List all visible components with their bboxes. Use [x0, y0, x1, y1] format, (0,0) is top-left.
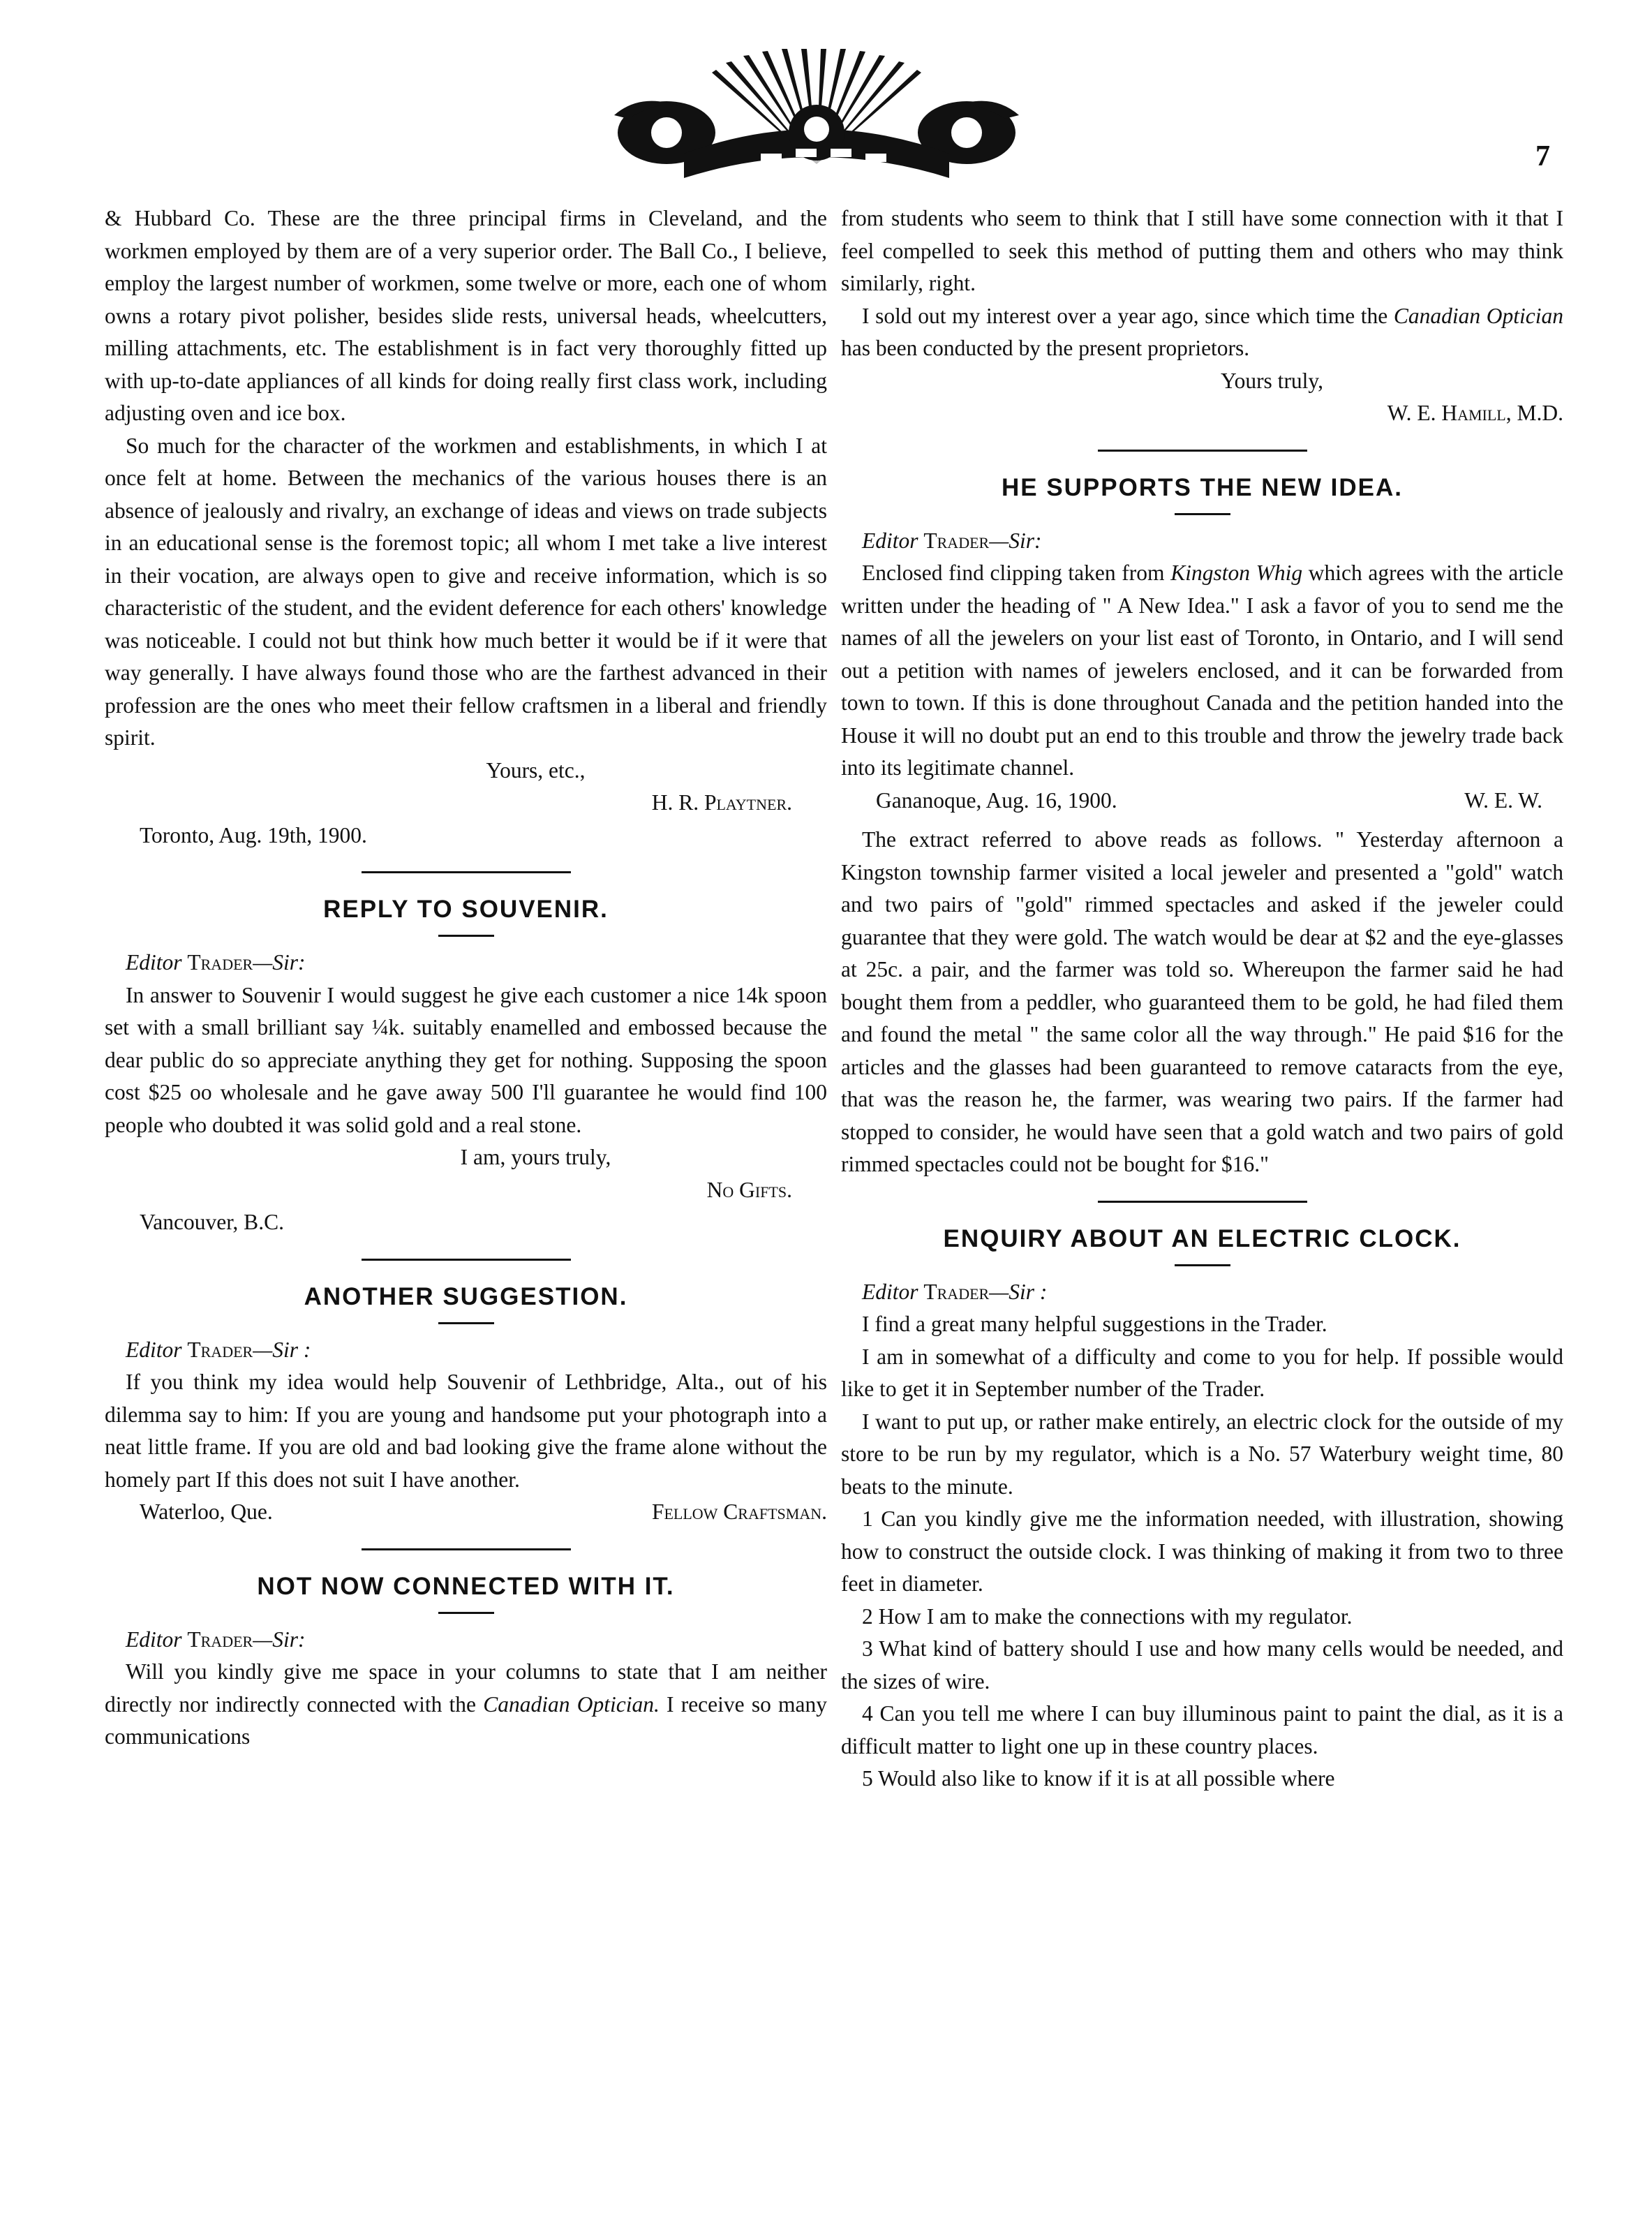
another-body: If you think my idea would help Souvenir of Lethbridge, Alta., out of his dilemma say to him: If you are young and handsome put your photograph into a neat little frame. If you are old and bad looking give the frame alone without the homely part If this does not suit I have another. [105, 1370, 827, 1492]
souvenir-body: In answer to Souvenir I would suggest he give each customer a nice 14k spoon set with a small brilliant say ¼k. suitably enamelled and embossed because the dear public do so appreciate anything they get for nothing. Supposing the spoon cost $25 oo wholesale and he gave away 500 I'll guarantee he would find 100 people who doubted it was solid gold and a real stone. [105, 982, 827, 1137]
heading-underline [1175, 513, 1230, 515]
heading-underline [438, 935, 494, 937]
notnow-body: Will you kindly give me space in your columns to state that I am neither directly nor indirectly connected with the Canadian Optician. I receive so many communications [105, 1659, 827, 1749]
intro-place: Toronto, Aug. 19th, 1900. [140, 822, 367, 847]
clock-paragraph-3: I want to put up, or rather make entirely, an electric clock for the outside of my store to be run by my regulator, which is a No. 57 Waterbury weight time, 80 beats to the minute. [841, 1409, 1563, 1499]
notnow-closing: Yours truly, [1220, 368, 1324, 393]
supports-signature: W. E. W. [1464, 787, 1542, 813]
section-rule [362, 1259, 571, 1261]
supports-signoff [841, 785, 1563, 817]
supports-place: Gananoque, Aug. 16, 1900. [876, 787, 1117, 813]
clock-paragraph-2: I am in somewhat of a difficulty and come to you for help. If possible would like to get it in September number of the Trader. [841, 1344, 1563, 1401]
right-column [841, 202, 1563, 2199]
masthead-ornament [600, 49, 1033, 182]
salutation-souvenir: Editor Trader—Sir: [126, 950, 306, 975]
heading-underline [438, 1612, 494, 1614]
supports-extract: The extract referred to above reads as follows. " Yesterday afternoon a Kingston township farmer visited a local jeweler and presented a "gold" watch and two pairs of "gold" rimmed spectacles and asked if the jeweler could guarantee that they were gold. The watch would be dear at $2 and the eye-glasses at 25c. a pair, and the farmer was told so. Whereupon the farmer said he had bought them from a peddler, who guaranteed them to be gold, he had filed them and found the metal " the same color all the way through." He paid $16 for the articles and the glasses had been guaranteed to remove cataracts from the eye, that was the reason he, the farmer, was wearing two pairs. If the farmer had stopped to consider, he would have seen that a gold watch and two pairs of gold rimmed spectacles could not be bought for $16." [841, 827, 1563, 1176]
clock-question-2: 2 How I am to make the connections with my regulator. [862, 1603, 1353, 1629]
clock-question-5: 5 Would also like to know if it is at all possible where [862, 1766, 1335, 1791]
salutation-supports: Editor Trader—Sir: [862, 528, 1042, 553]
section-rule [1098, 450, 1307, 452]
section-rule [1098, 1201, 1307, 1203]
clock-question-4: 4 Can you tell me where I can buy illuminous paint to paint the dial, as it is a difficult matter to light one up in these country places. [841, 1701, 1563, 1758]
heading-underline [1175, 1264, 1230, 1266]
left-column [105, 202, 827, 2199]
another-signoff [105, 1496, 827, 1529]
salutation-clock: Editor Trader—Sir : [862, 1279, 1048, 1304]
heading-underline [438, 1322, 494, 1324]
section-rule [362, 1548, 571, 1550]
salutation-notnow: Editor Trader—Sir: [126, 1627, 306, 1652]
page-number: 7 [1535, 140, 1550, 172]
souvenir-signature: No Gifts. [706, 1177, 792, 1202]
intro-paragraph-2: So much for the character of the workmen and establishments, in which I at once felt at home. Between the mechanics of the various houses there is an absence of jealously and rivalry, an exchange of ideas and views on trade subjects in an educational sense is the foremost topic; all whom I met take a live interest in their vocation, are always open to give and receive information, which is so characteristic of the student, and the evident deference for each others' knowledge was noticeable. I could not but think how much better it would be if it were that way generally. I have always found those who are the farthest advanced in their profession are the ones who meet their fellow craftsmen in a liberal and friendly spirit. [105, 433, 827, 750]
another-place: Waterloo, Que. [140, 1499, 273, 1524]
supports-body: Enclosed find clipping taken from Kingston Whig which agrees with the article written under the heading of " A New Idea." I ask a favor of you to send me the names of all the jewelers on your list east of Toronto, in Ontario, and I will send out a petition with names of jewelers enclosed, and it can be forwarded from town to town. If this is done throughout Canada and the petition handed into the House it will no doubt put an end to this trouble and throw the jewelry trade back into its legitimate channel. [841, 561, 1563, 780]
heading-electric-clock: ENQUIRY ABOUT AN ELECTRIC CLOCK. [943, 1224, 1461, 1252]
heading-reply-to-souvenir: REPLY TO SOUVENIR. [323, 896, 609, 923]
heading-another-suggestion: ANOTHER SUGGESTION. [304, 1282, 628, 1310]
clock-paragraph-1: I find a great many helpful suggestions in the Trader. [862, 1312, 1327, 1336]
intro-paragraph-1: & Hubbard Co. These are the three principal firms in Cleveland, and the workmen employed by them are of a very superior order. The Ball Co., I believe, employ the largest number of workmen, some twelve or more, each one of whom owns a rotary pivot polisher, besides slide rests, universal heads, wheelcutters, milling attachments, etc. The establishment is in fact very thoroughly fitted up with up-to-date appliances of all kinds for doing really first class work, including adjusting oven and ice box. [105, 206, 827, 425]
clock-question-3: 3 What kind of battery should I use and how many cells would be needed, and the sizes of wire. [841, 1636, 1563, 1694]
salutation-another: Editor Trader—Sir : [126, 1337, 311, 1362]
notnow-paragraph-2: I sold out my interest over a year ago, since which time the Canadian Optician has been conducted by the present proprietors. [841, 303, 1563, 360]
notnow-continued: from students who seem to think that I still have some connection with it that I feel compelled to seek this method of putting them and others who may think similarly, right. [841, 206, 1563, 295]
intro-closing: Yours, etc., [486, 757, 586, 783]
souvenir-closing: I am, yours truly, [460, 1145, 611, 1169]
another-signature: Fellow Craftsman. [651, 1499, 827, 1524]
notnow-signature: W. E. Hamill, M.D. [1387, 401, 1563, 425]
souvenir-place: Vancouver, B.C. [140, 1210, 284, 1234]
heading-not-now-connected: NOT NOW CONNECTED WITH IT. [257, 1572, 675, 1600]
heading-he-supports: HE SUPPORTS THE NEW IDEA. [1001, 473, 1404, 501]
intro-signature: H. R. Playtner. [651, 790, 792, 815]
clock-question-1: 1 Can you kindly give me the information needed, with illustration, showing how to construct the outside clock. I was thinking of making it from two to three feet in diameter. [841, 1506, 1563, 1596]
section-rule [362, 871, 571, 873]
